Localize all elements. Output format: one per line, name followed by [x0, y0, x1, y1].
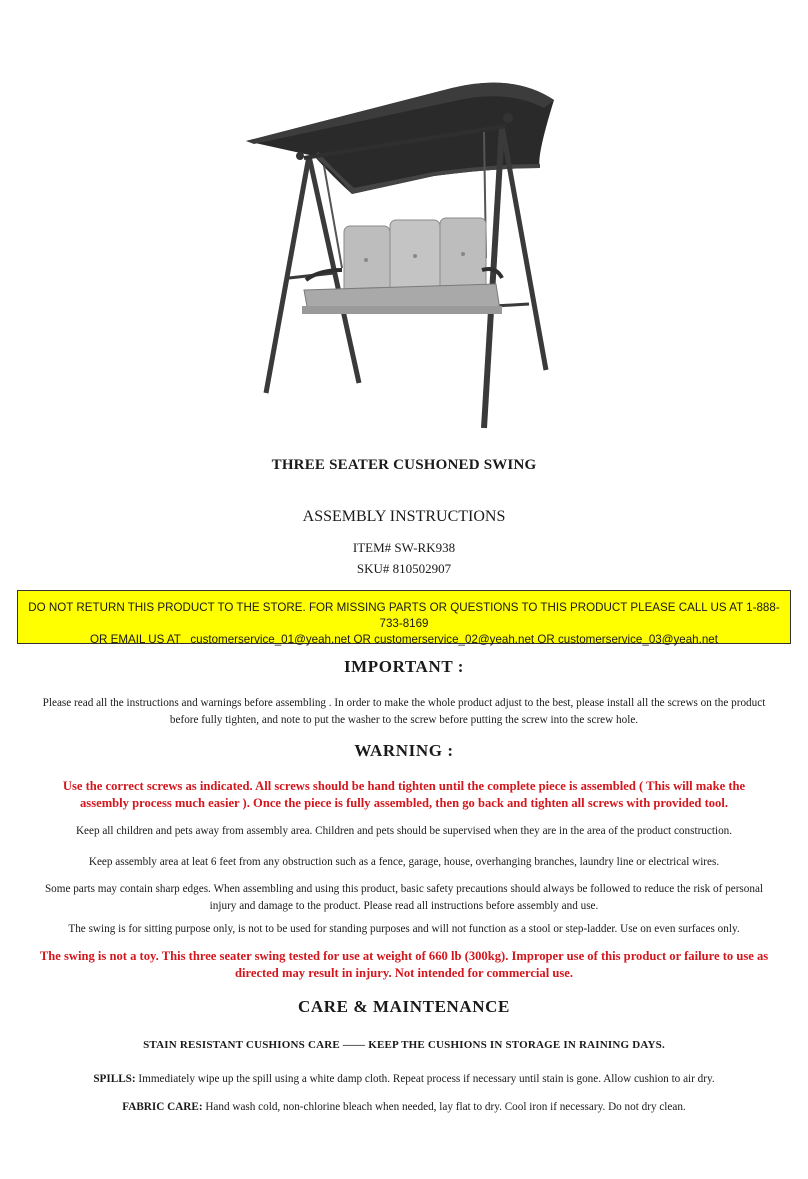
cushion-care-note: STAIN RESISTANT CUSHIONS CARE —— KEEP THE CUSHIONS IN STORAGE IN RAINING DAYS.: [143, 1039, 665, 1051]
notice-line-2: OR EMAIL US AT customerservice_01@yeah.net OR customerservice_02@yeah.net OR customerservice_03@yeah.net: [90, 633, 718, 646]
product-title: THREE SEATER CUSHONED SWING: [271, 457, 537, 473]
spills-text: Immediately wipe up the spill using a white damp cloth. Repeat process if necessary until stain is gone. Allow cushion to air dry.: [135, 1073, 715, 1085]
contact-notice-box: [17, 590, 791, 644]
warning-area: Keep assembly area at leat 6 feet from any obstruction such as a fence, garage, house, overhanging branches, laundry line or electrical wires.: [88, 856, 720, 868]
warning-weight-line-2: directed may result in injury. Not intended for commercial use.: [234, 966, 574, 980]
swing-product-image: [244, 48, 574, 432]
warning-sitting-only: The swing is for sitting purpose only, is not to be used for standing purposes and will not function as a stool or step-ladder. Use on even surfaces only.: [68, 923, 740, 935]
warning-sharp-line-2: injury and damage to the product. Please read all instructions before assembly and use.: [209, 900, 599, 912]
warning-sharp-line-1: Some parts may contain sharp edges. When assembling and using this product, basic safety precautions should always be followed to reduce the risk of personal: [44, 883, 764, 895]
spills-care: [20, 1071, 788, 1088]
fabric-care-label: FABRIC CARE:: [122, 1101, 203, 1113]
warning-screws-line-1: Use the correct screws as indicated. All screws should be hand tighten until the complete piece is assembled ( This will make the: [62, 779, 746, 793]
warning-screws-line-2: assembly process much easier ). Once the piece is fully assembled, then go back and tighten all screws with provided tool.: [80, 796, 728, 810]
sku-number: SKU# 810502907: [356, 561, 452, 576]
document-subtitle: ASSEMBLY INSTRUCTIONS: [302, 508, 506, 525]
warning-screws-note: [16, 778, 792, 812]
fabric-care: [20, 1099, 788, 1116]
warning-sharp-edges: [20, 881, 788, 915]
fabric-care-text: Hand wash cold, non-chlorine bleach when needed, lay flat to dry. Cool iron if necessary. Do not dry clean.: [202, 1101, 686, 1113]
warning-children: Keep all children and pets away from assembly area. Children and pets should be supervised when they are in the area of the product construction.: [75, 825, 733, 837]
notice-line-1: DO NOT RETURN THIS PRODUCT TO THE STORE. FOR MISSING PARTS OR QUESTIONS TO THIS PRODUCT PLEASE CALL US AT 1-888-733-8169: [28, 601, 780, 630]
item-number: ITEM# SW-RK938: [352, 540, 456, 555]
spills-label: SPILLS:: [93, 1073, 136, 1085]
important-heading: IMPORTANT :: [343, 657, 465, 676]
warning-heading: WARNING :: [354, 741, 454, 760]
warning-weight-line-1: The swing is not a toy. This three seater swing tested for use at weight of 660 lb (300kg). Improper use of this product or failure to use as: [39, 949, 769, 963]
important-text: [20, 695, 788, 729]
important-line-1: Please read all the instructions and warnings before assembling . In order to make the whole product adjust to the best, please install all the screws on the product: [42, 697, 766, 709]
important-line-2: before fully tighten, and note to put the washer to the screw before putting the screw into the screw hole.: [169, 714, 639, 726]
care-heading: CARE & MAINTENANCE: [298, 997, 510, 1016]
warning-weight-note: [16, 948, 792, 982]
